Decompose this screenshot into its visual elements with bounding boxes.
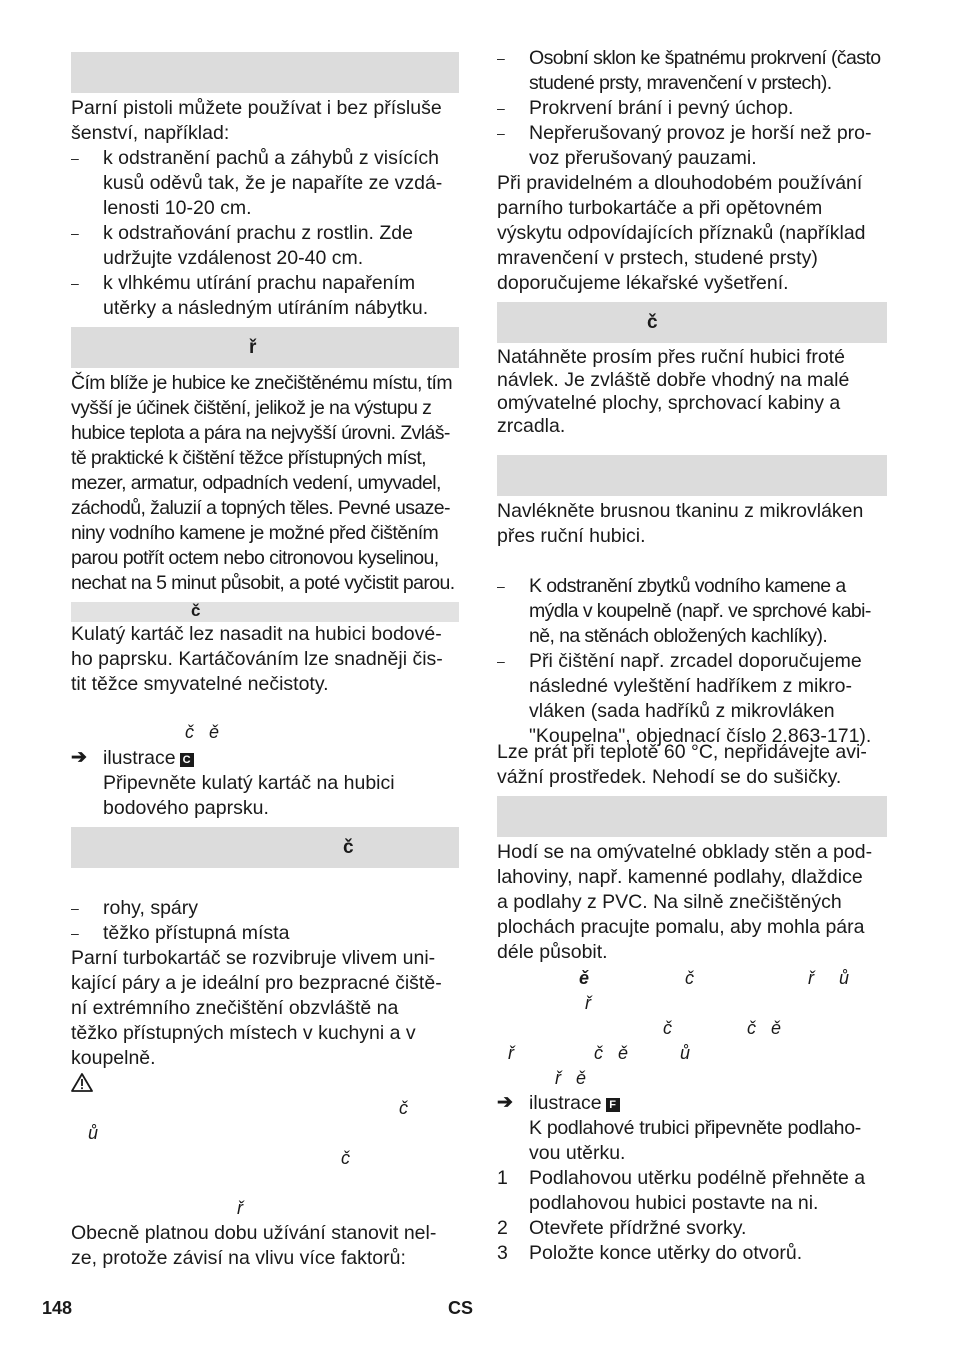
list-item bbox=[71, 221, 459, 271]
step-number: 3 bbox=[497, 1242, 508, 1264]
body-paragraph-2 bbox=[71, 371, 459, 596]
text-line: niny vodního kamene je možné před čištěním bbox=[71, 522, 439, 544]
dash-bullet: – bbox=[71, 925, 79, 941]
list-item bbox=[497, 121, 887, 171]
step-item bbox=[497, 1166, 887, 1216]
list-item bbox=[497, 649, 887, 749]
illustration-ref bbox=[103, 746, 459, 771]
text-line: kající páry a je ideální pro bezpracné čiště- bbox=[71, 972, 442, 994]
list-line: těžko přístupná místa bbox=[103, 922, 290, 944]
list-line: Prokrvení brání i pevný úchop. bbox=[529, 97, 794, 119]
instruction-line: Připevněte kulatý kartáč na hubici bbox=[103, 772, 395, 794]
list-line: ně, na stěnách obložených kachlíky). bbox=[529, 625, 828, 647]
text-line: parního turbokartáče a při opětovném bbox=[497, 197, 823, 219]
text-line: výskytu odpovídajících příznaků (například bbox=[497, 222, 866, 244]
body-paragraph-r3 bbox=[497, 499, 887, 549]
text-line: Lze prát při teplotě 60 °C, nepřidávejte avi- bbox=[497, 741, 867, 763]
dash-bullet: – bbox=[497, 653, 505, 669]
text-line: koupelně. bbox=[71, 1047, 156, 1069]
text-line: omývatelné plochy, sprchovací kabiny a bbox=[497, 392, 841, 414]
dash-bullet: – bbox=[497, 578, 505, 594]
illustration-ref bbox=[529, 1091, 887, 1116]
body-paragraph-r5 bbox=[497, 840, 887, 965]
dash-bullet: – bbox=[497, 100, 505, 116]
list-line: k vlhkému utírání prachu napařením bbox=[103, 272, 416, 294]
text-line: ho paprsku. Kartáčováním lze snadněji čis- bbox=[71, 648, 443, 670]
section-title-r1: č bbox=[647, 312, 658, 333]
text-line: ze, protože závisí na vlivu více faktorů: bbox=[71, 1247, 406, 1269]
text-line: mezer, armatur, odpadních vedení, umyvadel, bbox=[71, 472, 441, 494]
text-line: zrcadla. bbox=[497, 415, 566, 437]
text-line: mravenčení v prstech, studené prsty) bbox=[497, 247, 818, 269]
step-number: 1 bbox=[497, 1167, 508, 1189]
text-fragment: ě bbox=[579, 968, 590, 988]
body-paragraph-4 bbox=[71, 946, 459, 1071]
list-item bbox=[71, 921, 459, 946]
section-bar-2 bbox=[71, 327, 459, 368]
list-line: "Koupelna", objednací číslo 2.863-171). bbox=[529, 725, 872, 747]
language-code: CS bbox=[448, 1298, 474, 1318]
list-line: Při čištění např. zrcadel doporučujeme bbox=[529, 650, 862, 672]
text-line: vyšší je účinek čištění, jelikož je na výstupu z bbox=[71, 397, 432, 419]
section-title-3: č bbox=[191, 601, 201, 620]
list-item bbox=[71, 146, 459, 221]
list-line: Osobní sklon ke špatnému prokrvení (často bbox=[529, 47, 881, 69]
text-line: tě praktické k čištění těžce přístupných míst, bbox=[71, 447, 426, 469]
section-bar-r2 bbox=[497, 455, 887, 496]
list-line: vláken (sada hadříků z mikrovláken bbox=[529, 700, 835, 722]
list-item bbox=[497, 96, 887, 121]
instruction-line: K podlahové trubici připevněte podlaho- bbox=[529, 1117, 861, 1139]
body-paragraph-5 bbox=[71, 1221, 459, 1271]
list-line: studené prsty, mravenčení v prstech). bbox=[529, 72, 832, 94]
text-line: nechat na 5 minut působit, a poté vyčistit parou. bbox=[71, 572, 455, 594]
page-number: 148 bbox=[42, 1298, 73, 1318]
body-paragraph-r1 bbox=[497, 171, 887, 296]
text-line: tit těžce smyvatelné nečistoty. bbox=[71, 673, 329, 695]
section-bar-r1 bbox=[497, 302, 887, 343]
section-title-2: ř bbox=[249, 337, 257, 358]
list-line: udržujte vzdálenost 20-40 cm. bbox=[103, 247, 364, 269]
text-line: Obecně platnou dobu užívání stanovit nel- bbox=[71, 1222, 437, 1244]
list-line: následné vyleštění hadříkem z mikro- bbox=[529, 675, 852, 697]
text-line: přes ruční hubici. bbox=[497, 525, 646, 547]
text-line: a podlahy z PVC. Na silně znečištěných bbox=[497, 891, 842, 913]
text-fragment: č bbox=[341, 1148, 350, 1168]
dash-bullet: – bbox=[71, 900, 79, 916]
dash-bullet: – bbox=[71, 275, 79, 291]
section-bar-3 bbox=[71, 602, 459, 622]
text-fragment: ů bbox=[88, 1123, 99, 1143]
list-line: voz přerušovaný pauzami. bbox=[529, 147, 757, 169]
text-fragment: ř ů bbox=[808, 968, 850, 988]
text-line: Natáhněte prosím přes ruční hubici froté bbox=[497, 346, 845, 368]
step-item bbox=[497, 1216, 887, 1241]
list-line: rohy, spáry bbox=[103, 897, 199, 919]
section-bar-1 bbox=[71, 52, 459, 93]
step-line: Podlahovou utěrku podélně přehněte a bbox=[529, 1167, 866, 1189]
text-line: Parní turbokartáč se rozvibruje vlivem uni- bbox=[71, 947, 436, 969]
body-paragraph-3 bbox=[71, 622, 459, 697]
text-fragment: č bbox=[399, 1098, 408, 1118]
text-line: parou potřít octem nebo citronovou kyselinou, bbox=[71, 547, 439, 569]
warning-triangle-icon bbox=[71, 1073, 93, 1092]
instruction-line: bodového paprsku. bbox=[103, 797, 269, 819]
text-line: lahoviny, např. kamenné podlahy, dlaždice bbox=[497, 866, 863, 888]
list-line: utěrky a následným utíráním nábytku. bbox=[103, 297, 429, 319]
text-line: doporučujeme lékařské vyšetření. bbox=[497, 272, 789, 294]
illustration-label: ilustrace bbox=[529, 1092, 602, 1114]
illustration-label: ilustrace bbox=[103, 747, 176, 769]
list-line: lenosti 10-20 cm. bbox=[103, 197, 252, 219]
dash-bullet: – bbox=[497, 125, 505, 141]
dash-bullet: – bbox=[71, 150, 79, 166]
text-line: Čím blíže je hubice ke znečištěnému místu, tím bbox=[71, 372, 452, 394]
text-fragment: č bbox=[685, 968, 694, 988]
list-line: k odstranění pachů a záhybů z visících bbox=[103, 147, 440, 169]
section-bar-4 bbox=[71, 827, 459, 868]
list-item bbox=[71, 271, 459, 321]
text-fragment: ř ě bbox=[555, 1068, 587, 1088]
body-paragraph-r4 bbox=[497, 740, 887, 790]
text-fragment: ů bbox=[680, 1043, 691, 1063]
list-line: mýdla v koupelně (např. ve sprchové kabi- bbox=[529, 600, 871, 622]
arrow-right-icon: ➔ bbox=[497, 1092, 513, 1113]
step-line: Položte konce utěrky do otvorů. bbox=[529, 1242, 803, 1264]
text-line: Navlékněte brusnou tkaninu z mikrovláken bbox=[497, 500, 864, 522]
figure-f-badge: F bbox=[606, 1098, 620, 1112]
text-line: Při pravidelném a dlouhodobém používání bbox=[497, 172, 863, 194]
text-line: Kulatý kartáč lez nasadit na hubici bodové- bbox=[71, 623, 442, 645]
text-line: ní extrémního znečištění obzvláště na bbox=[71, 997, 399, 1019]
list-line: K odstranění zbytků vodního kamene a bbox=[529, 575, 846, 597]
list-line: kusů oděvů tak, že je napaříte ze vzdá- bbox=[103, 172, 443, 194]
figure-c-badge: C bbox=[180, 753, 194, 767]
text-line: hubice teplota a pára na nejvyšší úrovni. Zvláš- bbox=[71, 422, 450, 444]
dash-bullet: – bbox=[497, 50, 505, 66]
text-fragment: č ě bbox=[747, 1018, 782, 1038]
text-fragment: č bbox=[663, 1018, 672, 1038]
text-line: těžko přístupných místech v kuchyni a v bbox=[71, 1022, 416, 1044]
list-item bbox=[497, 574, 887, 649]
intro-line-2: šenství, například: bbox=[71, 122, 230, 144]
section-title-4: č bbox=[343, 837, 354, 858]
step-item bbox=[497, 1241, 887, 1266]
text-fragment: č ě bbox=[594, 1043, 629, 1063]
text-fragment: ř bbox=[585, 993, 591, 1013]
text-line: déle působit. bbox=[497, 941, 608, 963]
text-fragment: ř bbox=[508, 1043, 514, 1063]
list-line: Nepřerušovaný provoz je horší než pro- bbox=[529, 122, 872, 144]
text-fragment: ř bbox=[237, 1198, 243, 1218]
instruction-line: vou utěrku. bbox=[529, 1142, 626, 1164]
list-line: k odstraňování prachu z rostlin. Zde bbox=[103, 222, 413, 244]
list-item bbox=[497, 46, 887, 96]
text-line: návlek. Je zvláště dobře vhodný na malé bbox=[497, 369, 850, 391]
step-line: Otevřete přídržné svorky. bbox=[529, 1217, 747, 1239]
text-line: plochách pracujte pomalu, aby mohla pára bbox=[497, 916, 865, 938]
text-line: záchodů, žaluzií a topných těles. Pevné usaze- bbox=[71, 497, 450, 519]
body-paragraph-r2 bbox=[497, 346, 887, 438]
text-line: vážní prostředek. Nehodí se do sušičky. bbox=[497, 766, 842, 788]
section-bar-r3 bbox=[497, 796, 887, 837]
text-fragment: č ě bbox=[185, 722, 220, 742]
text-line: Hodí se na omývatelné obklady stěn a pod- bbox=[497, 841, 873, 863]
step-number: 2 bbox=[497, 1217, 508, 1239]
list-item bbox=[71, 896, 459, 921]
step-line: podlahovou hubici postavte na ni. bbox=[529, 1192, 819, 1214]
intro-line-1: Parní pistoli můžete používat i bez přísluše bbox=[71, 97, 442, 119]
arrow-right-icon: ➔ bbox=[71, 747, 87, 768]
dash-bullet: – bbox=[71, 225, 79, 241]
